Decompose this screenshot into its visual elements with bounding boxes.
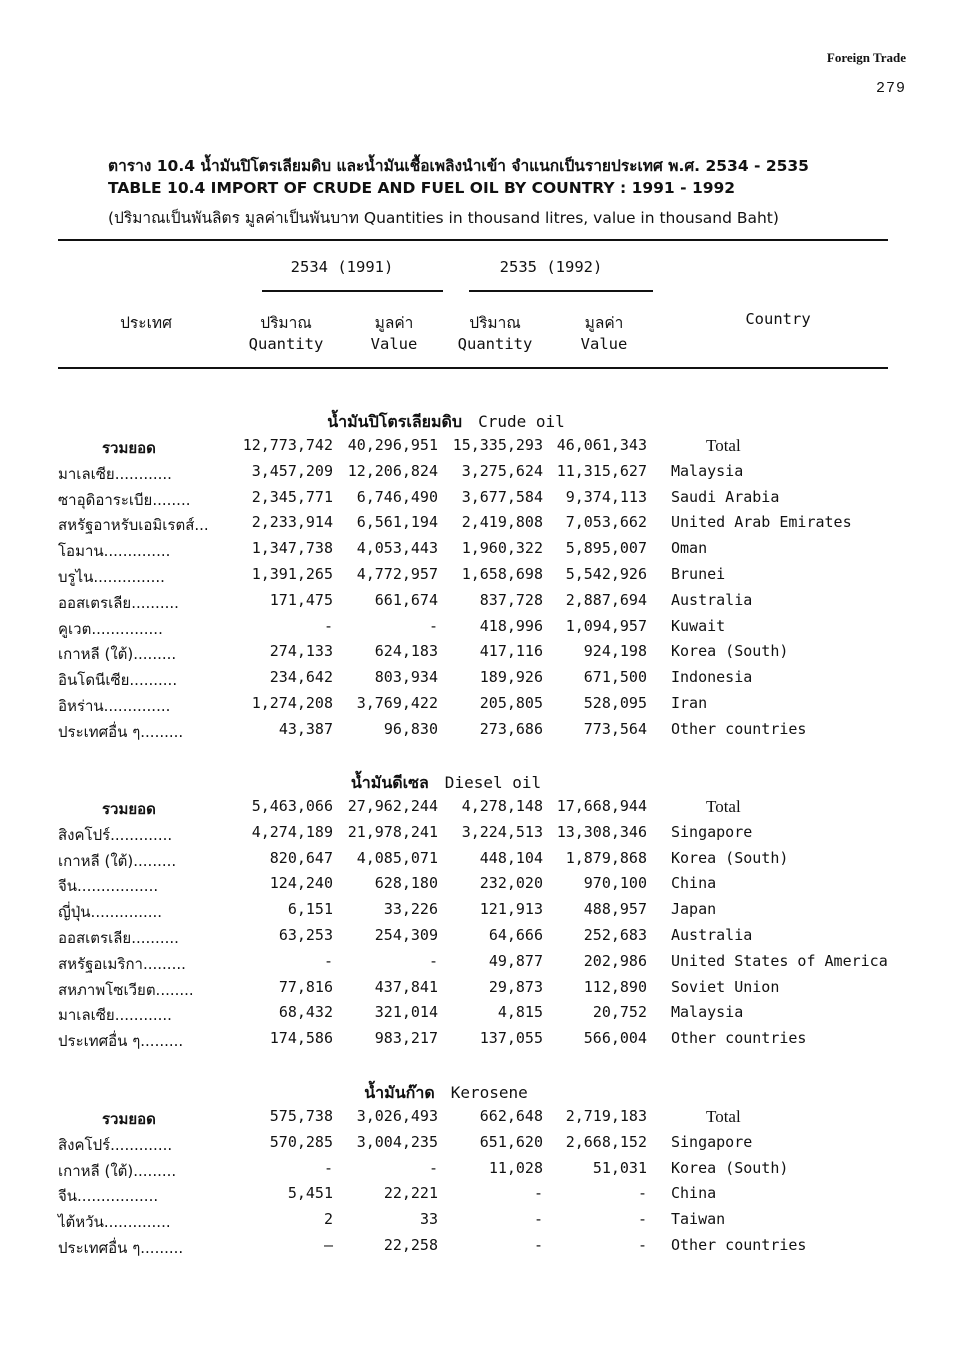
value-1991: 3,004,235 (356, 1132, 438, 1151)
value-1992: 5,895,007 (565, 539, 647, 558)
value-1992: 202,986 (583, 951, 647, 970)
value-1992: - (637, 1236, 647, 1254)
quantity-1991: 2 (323, 1210, 333, 1229)
country-name-thai: สิงคโปร์............. (58, 1135, 173, 1154)
section-title-english: Crude oil (478, 412, 565, 431)
country-name-thai: ออสเตรเลีย.......... (58, 929, 179, 947)
table-row (0, 488, 966, 514)
table-row (0, 1236, 966, 1262)
table-row (0, 823, 966, 849)
value-1992: 528,095 (583, 694, 647, 712)
value-1992: 17,668,944 (556, 797, 647, 815)
value-1991: 3,026,493 (356, 1107, 438, 1125)
section-title (327, 410, 565, 435)
country-name-english: Korea (South) (671, 1158, 789, 1177)
country-name-english: Oman (671, 539, 708, 558)
quantity-1991: 2,233,914 (251, 513, 333, 532)
section-title-thai: น้ำมันก๊าด (364, 1083, 435, 1102)
quantity-1992: 205,805 (479, 694, 543, 712)
year-1992-header: 2535 (1992) (499, 258, 603, 276)
value-1991: 21,978,241 (347, 822, 438, 841)
country-name-english: Singapore (671, 1132, 753, 1151)
country-name-thai: มาเลเซีย............ (58, 464, 172, 483)
value-1991: 33 (419, 1210, 438, 1229)
country-name-english: Japan (671, 900, 717, 919)
quantity-1992: - (533, 1184, 543, 1203)
table-row (0, 462, 966, 488)
value-1992-header-thai: มูลค่า (584, 314, 624, 332)
country-name-thai: อินโดนีเซีย.......... (58, 671, 178, 690)
country-name-english: Australia (671, 590, 753, 609)
country-name-thai: รวมยอด (102, 1110, 156, 1128)
section-title (364, 1081, 528, 1106)
year-1991-header: 2534 (1991) (290, 258, 394, 276)
value-1991: 3,769,422 (356, 694, 438, 712)
country-name-thai: จีน................. (58, 1187, 159, 1206)
quantity-1991: 2,345,771 (251, 487, 333, 506)
year-1992-underline (469, 290, 653, 292)
country-name-thai: ประเทศอื่น ๆ......... (58, 1239, 184, 1257)
value-1991-header-thai: มูลค่า (374, 314, 414, 332)
country-name-thai: เกาหลี (ใต้)......... (58, 1161, 177, 1180)
table-row (0, 694, 966, 720)
quantity-1991: 68,432 (278, 1003, 333, 1022)
quantity-1992: 418,996 (479, 616, 543, 635)
country-name-thai: สิงคโปร์............. (58, 825, 173, 844)
value-1991: 254,309 (374, 926, 438, 944)
value-1991: 6,561,194 (356, 513, 438, 532)
quantity-1992: 3,224,513 (461, 822, 543, 841)
quantity-1991: 43,387 (278, 719, 333, 738)
table-caption-thai: ตาราง 10.4 น้ำมันปิโตรเลียมดิบ และน้ำมันเชื้อเพลิงนำเข้า จำแนกเป็นรายประเทศ พ.ศ. 2534 - 2535 (108, 157, 809, 175)
quantity-1992: 662,648 (479, 1107, 543, 1125)
quantity-1992: 11,028 (488, 1158, 543, 1177)
quantity-1992: 2,419,808 (461, 513, 543, 532)
page-number: 279 (875, 80, 906, 97)
country-name-thai: มาเลเซีย............ (58, 1006, 172, 1025)
table-row (0, 513, 966, 539)
quantity-1991: 63,253 (278, 926, 333, 944)
value-1991: 321,014 (374, 1003, 438, 1022)
value-1992: 2,887,694 (565, 590, 647, 609)
country-name-thai: ซาอุดิอาระเบีย........ (58, 490, 191, 509)
value-1991: 803,934 (374, 668, 438, 687)
value-1992: 2,719,183 (565, 1107, 647, 1125)
running-head: Foreign Trade (826, 50, 906, 65)
quantity-1992: 3,677,584 (461, 487, 543, 506)
quantity-1992: 189,926 (479, 668, 543, 687)
value-1992: 671,500 (583, 668, 647, 687)
country-name-english: Soviet Union (671, 977, 780, 996)
quantity-1991: 77,816 (278, 977, 333, 996)
country-name-english: Other countries (671, 1236, 807, 1254)
quantity-1991: - (323, 616, 333, 635)
country-name-english: Total (706, 797, 741, 816)
table-row (0, 1210, 966, 1236)
quantity-1992: 1,658,698 (461, 565, 543, 583)
quantity-1992: - (533, 1210, 543, 1229)
table-row (0, 642, 966, 668)
country-name-thai: ประเทศอื่น ๆ......... (58, 1032, 184, 1051)
qty-1992-header-english: Quantity (457, 335, 533, 353)
value-1991: 6,746,490 (356, 487, 438, 506)
section-title (351, 771, 541, 796)
quantity-1992: 137,055 (479, 1029, 543, 1048)
table-total-row (0, 1107, 966, 1133)
quantity-1992: 837,728 (479, 590, 543, 609)
value-1991: 40,296,951 (347, 436, 438, 454)
country-name-thai: เกาหลี (ใต้)......... (58, 851, 177, 870)
quantity-1992: 49,877 (488, 951, 543, 970)
quantity-1991: 6,151 (287, 900, 333, 919)
table-row (0, 1184, 966, 1210)
value-1992: 2,668,152 (565, 1132, 647, 1151)
value-1992: 51,031 (592, 1158, 647, 1177)
value-1992: 5,542,926 (565, 565, 647, 583)
quantity-1991: 1,391,265 (251, 565, 333, 583)
value-1992: 1,094,957 (565, 616, 647, 635)
quantity-1991: 234,642 (269, 668, 333, 687)
quantity-1992: 273,686 (479, 719, 543, 738)
quantity-1992: 417,116 (479, 642, 543, 661)
section-title-english: Diesel oil (444, 773, 542, 792)
quantity-1992: 4,815 (497, 1003, 543, 1022)
country-name-english: Singapore (671, 822, 753, 841)
value-1991: 4,085,071 (356, 848, 438, 867)
country-name-thai: ญี่ปุ่น............... (58, 903, 163, 922)
value-1992-header-english: Value (580, 335, 628, 353)
quantity-1992: 3,275,624 (461, 461, 543, 480)
table-top-rule (58, 239, 888, 241)
value-1992: 46,061,343 (556, 436, 647, 454)
value-1991: 983,217 (374, 1029, 438, 1048)
value-1992: - (637, 1184, 647, 1203)
country-name-thai: ประเทศอื่น ๆ......... (58, 722, 184, 741)
value-1992: 13,308,346 (556, 822, 647, 841)
country-name-english: Total (706, 1107, 741, 1126)
country-header-english: Country (745, 310, 811, 328)
quantity-1991: 575,738 (269, 1107, 333, 1125)
value-1991: 628,180 (374, 874, 438, 893)
country-name-thai: เกาหลี (ใต้)......... (58, 645, 177, 664)
country-name-english: Saudi Arabia (671, 487, 780, 506)
country-name-english: Other countries (671, 719, 807, 738)
country-name-english: Taiwan (671, 1210, 726, 1229)
country-name-english: Korea (South) (671, 848, 789, 867)
section-title-english: Kerosene (450, 1083, 528, 1102)
country-name-english: United States of America (671, 951, 888, 970)
quantity-1991: 5,463,066 (251, 797, 333, 815)
table-total-row (0, 797, 966, 823)
value-1991: 27,962,244 (347, 797, 438, 815)
value-1992: 252,683 (583, 926, 647, 944)
quantity-1992: 29,873 (488, 977, 543, 996)
country-name-english: Iran (671, 694, 708, 712)
quantity-1991: 820,647 (269, 848, 333, 867)
quantity-1992: 651,620 (479, 1132, 543, 1151)
table-units-note: (ปริมาณเป็นพันลิตร มูลค่าเป็นพันบาท Quantities in thousand litres, value in thousand Baht) (108, 209, 779, 227)
header-bottom-rule (58, 367, 888, 369)
table-row (0, 591, 966, 617)
quantity-1991: 1,274,208 (251, 694, 333, 712)
table-row (0, 849, 966, 875)
quantity-1991: — (323, 1236, 333, 1254)
country-name-thai: ไต้หวัน.............. (58, 1213, 171, 1232)
quantity-1991: 1,347,738 (251, 539, 333, 558)
value-1992: 488,957 (583, 900, 647, 919)
value-1992: 20,752 (592, 1003, 647, 1022)
value-1992: 773,564 (583, 719, 647, 738)
value-1992: 7,053,662 (565, 513, 647, 532)
section-title-thai: น้ำมันปิโตรเลียมดิบ (327, 412, 463, 431)
table-row (0, 617, 966, 643)
quantity-1991: 124,240 (269, 874, 333, 893)
country-name-english: Korea (South) (671, 642, 789, 661)
value-1992: 970,100 (583, 874, 647, 893)
quantity-1992: 1,960,322 (461, 539, 543, 558)
table-row (0, 668, 966, 694)
qty-1991-header-english: Quantity (248, 335, 324, 353)
quantity-1991: 174,586 (269, 1029, 333, 1048)
table-row (0, 978, 966, 1004)
country-header-thai: ประเทศ (120, 314, 172, 332)
quantity-1991: 274,133 (269, 642, 333, 661)
quantity-1992: 15,335,293 (452, 436, 543, 454)
value-1992: 112,890 (583, 977, 647, 996)
table-row (0, 900, 966, 926)
value-1991: 22,221 (383, 1184, 438, 1203)
country-name-english: Kuwait (671, 616, 726, 635)
quantity-1992: - (533, 1236, 543, 1254)
value-1991-header-english: Value (370, 335, 418, 353)
table-row (0, 539, 966, 565)
qty-1991-header-thai: ปริมาณ (260, 314, 312, 332)
table-row (0, 1003, 966, 1029)
country-name-thai: จีน................. (58, 877, 159, 896)
value-1991: 96,830 (383, 719, 438, 738)
table-caption-english: TABLE 10.4 IMPORT OF CRUDE AND FUEL OIL BY COUNTRY : 1991 - 1992 (108, 179, 736, 197)
value-1991: - (428, 951, 438, 970)
country-name-thai: รวมยอด (102, 800, 156, 818)
value-1991: 437,841 (374, 977, 438, 996)
table-row (0, 1029, 966, 1055)
country-name-english: China (671, 1184, 717, 1203)
quantity-1991: 171,475 (269, 590, 333, 609)
country-name-thai: สหรัฐอาหรับเอมิเรตส์... (58, 516, 209, 535)
quantity-1991: 3,457,209 (251, 461, 333, 480)
country-name-thai: รวมยอด (102, 439, 156, 457)
value-1991: 33,226 (383, 900, 438, 919)
quantity-1992: 232,020 (479, 874, 543, 893)
table-row (0, 874, 966, 900)
country-name-thai: โอมาน.............. (58, 542, 171, 561)
country-name-english: Malaysia (671, 1003, 744, 1022)
country-name-english: United Arab Emirates (671, 513, 852, 532)
country-name-thai: บรูไน............... (58, 568, 165, 586)
value-1991: 4,053,443 (356, 539, 438, 558)
table-row (0, 1133, 966, 1159)
country-name-thai: คูเวต............... (58, 619, 163, 638)
section-title-thai: น้ำมันดีเซล (350, 773, 429, 792)
country-name-thai: สหรัฐอเมริกา......... (58, 954, 186, 973)
table-row (0, 926, 966, 952)
table-row (0, 720, 966, 746)
country-name-english: Malaysia (671, 461, 744, 480)
country-name-thai: สหภาพโซเวียต........ (58, 980, 194, 999)
value-1992: 9,374,113 (565, 487, 647, 506)
quantity-1991: 570,285 (269, 1132, 333, 1151)
value-1991: 661,674 (374, 590, 438, 609)
quantity-1991: 12,773,742 (242, 436, 333, 454)
quantity-1992: 448,104 (479, 848, 543, 867)
quantity-1991: - (323, 951, 333, 970)
country-name-english: China (671, 874, 717, 893)
table-row (0, 565, 966, 591)
country-name-english: Brunei (671, 565, 726, 583)
country-name-english: Indonesia (671, 668, 753, 687)
quantity-1991: 4,274,189 (251, 822, 333, 841)
qty-1992-header-thai: ปริมาณ (469, 314, 521, 332)
year-1991-underline (262, 290, 443, 292)
country-name-english: Other countries (671, 1029, 807, 1048)
value-1992: 566,004 (583, 1029, 647, 1048)
value-1992: 1,879,868 (565, 848, 647, 867)
value-1992: 11,315,627 (556, 461, 647, 480)
table-total-row (0, 436, 966, 462)
country-name-thai: อิหร่าน.............. (58, 697, 171, 715)
value-1991: - (428, 1158, 438, 1177)
table-row (0, 1159, 966, 1185)
quantity-1992: 121,913 (479, 900, 543, 919)
value-1991: 4,772,957 (356, 565, 438, 583)
value-1991: 624,183 (374, 642, 438, 661)
quantity-1992: 64,666 (488, 926, 543, 944)
quantity-1992: 4,278,148 (461, 797, 543, 815)
table-row (0, 952, 966, 978)
value-1991: 22,258 (383, 1236, 438, 1254)
quantity-1991: - (323, 1158, 333, 1177)
value-1992: 924,198 (583, 642, 647, 661)
country-name-english: Australia (671, 926, 753, 944)
quantity-1991: 5,451 (287, 1184, 333, 1203)
value-1991: - (428, 616, 438, 635)
country-name-thai: ออสเตรเลีย.......... (58, 593, 179, 612)
country-name-english: Total (706, 436, 741, 455)
value-1991: 12,206,824 (347, 461, 438, 480)
value-1992: - (637, 1210, 647, 1229)
